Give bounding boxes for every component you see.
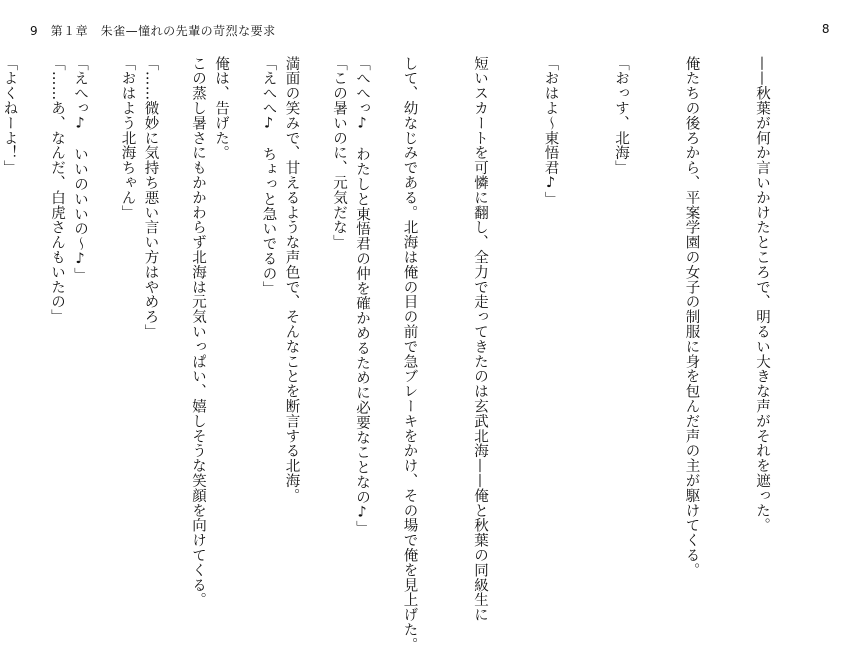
text-line: 「……あ、なんだ、白虎さんもいたの」: [49, 56, 65, 325]
text-line: 短いスカートを可憐に翻し、全力で走ってきたのは玄武北海——俺と秋葉の同級生に: [472, 56, 488, 623]
text-line: 「おはよ～東悟君♪」: [542, 56, 559, 207]
chapter-header: 9 第１章 朱雀—憧れの先輩の苛烈な要求: [30, 24, 276, 38]
text-line: 俺たちの後ろから、平案学園の女子の制服に身を包んだ声の主が駆けてくる。: [683, 56, 700, 578]
text-line: 「へへっ♪ わたしと東悟君の仲を確かめるために必要なことなの♪」: [354, 56, 370, 536]
left-page: [1, 56, 420, 652]
text-line: 俺は、告げた。: [213, 56, 229, 161]
text-line: ——秋葉が何か言いかけたところで、明るい大きな声がそれを遮った。: [754, 56, 770, 533]
text-line: 「おはよう北海ちゃん」: [119, 56, 136, 220]
text-line: 「えへっ♪ いいのいいの～♪」: [72, 56, 88, 283]
left-page-text: [1, 56, 420, 652]
page-number: 8: [821, 22, 830, 36]
text-line: 「おっす、北海」: [613, 56, 629, 176]
text-line: して、幼なじみである。北海は俺の目の前で急ブレーキをかけ、その場で俺を見上げた。: [401, 56, 418, 652]
text-line: 「えへへ♪ ちょっと急いでるの」: [260, 56, 277, 296]
text-line: 満面の笑みで、甘えるような声色で、そんなことを断言する北海。: [283, 56, 300, 503]
text-line: この蒸し暑さにもかかわらず北海は元気いっぱい、嬉しそうな笑顔を向けてくる。: [190, 56, 206, 608]
text-line: 「……微妙に気持ち悪い言い方はやめろ」: [142, 56, 159, 340]
text-line: 「この暑いのに、元気だな」: [331, 56, 347, 250]
text-line: 「よくねーよ！」: [1, 56, 18, 176]
